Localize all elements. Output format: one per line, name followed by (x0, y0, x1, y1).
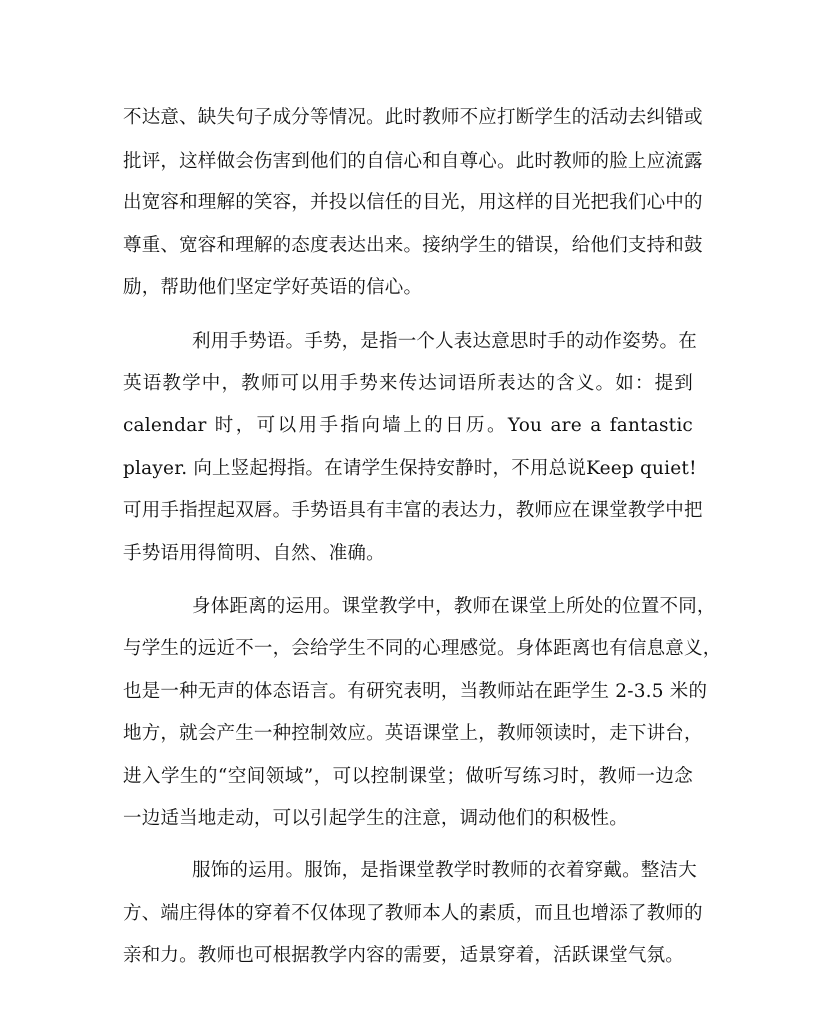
text-line: 可用手指捏起双唇。手势语具有丰富的表达力，教师应在课堂教学中把 (123, 500, 703, 521)
text-line: 利用手势语。手势，是指一个人表达意思时手的动作姿势。在 (192, 331, 697, 352)
text-line: 励，帮助他们坚定学好英语的信心。 (123, 277, 423, 298)
text-line: 出宽容和理解的笑容，并投以信任的目光，用这样的目光把我们心中的 (123, 192, 703, 213)
text-line: 英语教学中，教师可以用手势来传达词语所表达的含义。如：提到 (123, 373, 693, 394)
text-line: 与学生的远近不一，会给学生不同的心理感觉。身体距离也有信息意义， (123, 638, 722, 659)
text-line: 不达意、缺失句子成分等情况。此时教师不应打断学生的活动去纠错或 (123, 107, 703, 128)
text-line: 方、端庄得体的穿着不仅体现了教师本人的素质，而且也增添了教师的 (123, 903, 703, 924)
text-line: calendar 时，可以用手指向墙上的日历。You are a fantastic (123, 415, 693, 436)
text-line: 地方，就会产生一种控制效应。英语课堂上，教师领读时，走下讲台， (123, 723, 703, 744)
text-line: 服饰的运用。服饰，是指课堂教学时教师的衣着穿戴。整洁大 (192, 860, 697, 881)
text-line: 也是一种无声的体态语言。有研究表明，当教师站在距学生 2-3.5 米的 (123, 681, 708, 702)
text-line: 批评，这样做会伤害到他们的自信心和自尊心。此时教师的脸上应流露 (123, 151, 703, 172)
text-line: 进入学生的“空间领域”，可以控制课堂；做听写练习时，教师一边念 (123, 766, 693, 787)
text-line: player. 向上竖起拇指。在请学生保持安静时，不用总说Keep quiet! (123, 458, 697, 479)
text-line: 身体距离的运用。课堂教学中，教师在课堂上所处的位置不同， (192, 596, 716, 617)
text-line: 手势语用得简明、自然、准确。 (123, 543, 385, 564)
text-line: 一边适当地走动，可以引起学生的注意，调动他们的积极性。 (123, 808, 628, 829)
text-line: 亲和力。教师也可根据教学内容的需要，适景穿着，活跃课堂气氛。 (123, 945, 685, 966)
text-line: 尊重、宽容和理解的态度表达出来。接纳学生的错误，给他们支持和鼓 (123, 235, 703, 256)
